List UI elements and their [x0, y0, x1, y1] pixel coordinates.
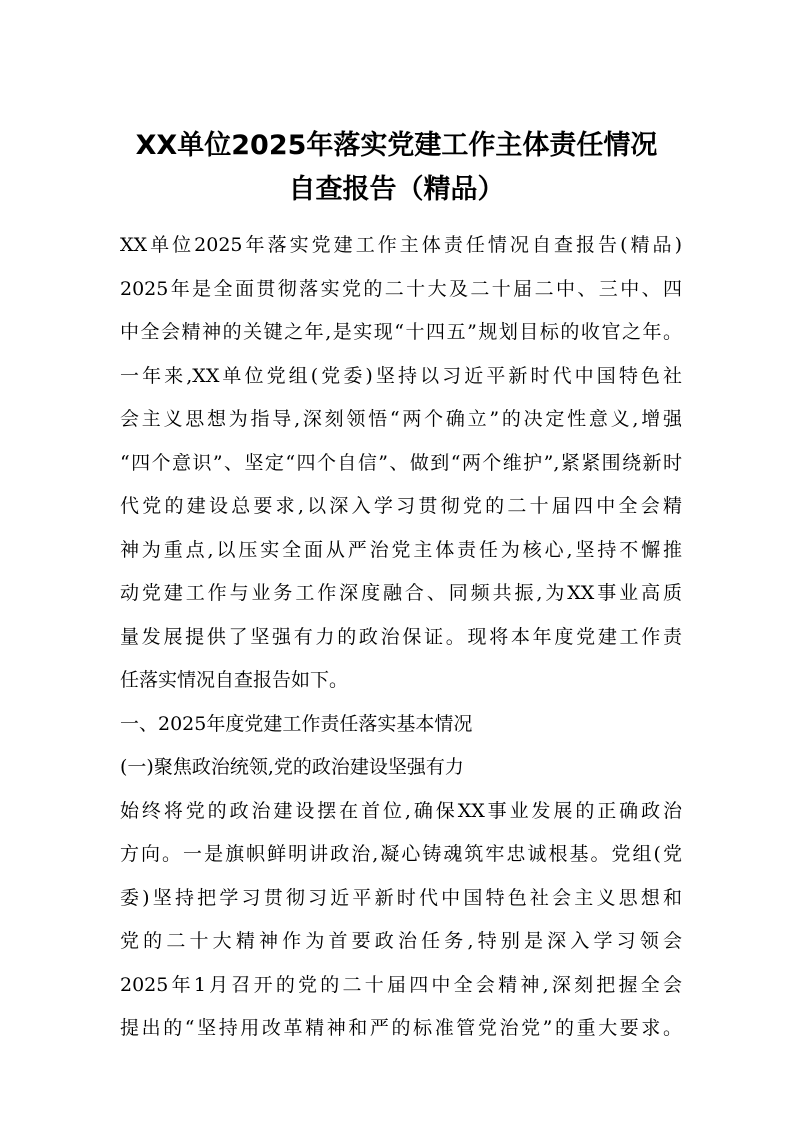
body-text-line: 任落实情况自查报告如下。 [120, 669, 349, 691]
body-text-line: 一年来,XX单位党组(党委)坚持以习近平新时代中国特色社 [120, 364, 682, 387]
body-text-line: XX单位2025年落实党建工作主体责任情况自查报告(精品) [120, 234, 682, 256]
body-text-line: 一、2025年度党建工作责任落实基本情况 [120, 712, 473, 735]
body-text-line: 提出的“坚持用改革精神和严的标准管党治党”的重大要求。 [120, 1017, 682, 1039]
body-text-line: 方向。一是旗帜鲜明讲政治,凝心铸魂筑牢忠诚根基。党组(党 [120, 843, 682, 865]
body-text-line: 始终将党的政治建设摆在首位,确保XX事业发展的正确政治 [120, 799, 682, 822]
body-text-line: 委)坚持把学习贯彻习近平新时代中国特色社会主义思想和 [120, 886, 682, 909]
body-text-line: 代党的建设总要求,以深入学习贯彻党的二十届四中全会精 [120, 495, 682, 517]
document-title-line-1: XX单位2025年落实党建工作主体责任情况 [135, 130, 658, 161]
body-text-line: 2025年1月召开的党的二十届四中全会精神,深刻把握全会 [120, 973, 682, 996]
body-text-line: (一)聚焦政治统领,党的政治建设坚强有力 [120, 756, 464, 778]
body-text-line: 党的二十大精神作为首要政治任务,特别是深入学习领会 [120, 930, 682, 952]
body-text-line: 动党建工作与业务工作深度融合、同频共振,为XX事业高质 [120, 582, 682, 604]
body-text-line: 神为重点,以压实全面从严治党主体责任为核心,坚持不懈推 [120, 538, 682, 561]
body-text-line: “四个意识”、坚定“四个自信”、做到“两个维护”,紧紧围绕新时 [120, 451, 682, 474]
body-text-line: 量发展提供了坚强有力的政治保证。现将本年度党建工作责 [120, 625, 682, 648]
body-text-line: 会主义思想为指导,深刻领悟“两个确立”的决定性意义,增强 [120, 408, 682, 430]
body-text-line: 2025年是全面贯彻落实党的二十大及二十届二中、三中、四 [120, 277, 682, 300]
document-body [120, 224, 682, 1051]
document-title-line-2: 自查报告（精品） [288, 174, 505, 205]
body-text-line: 中全会精神的关键之年,是实现“十四五”规划目标的收官之年。 [120, 321, 682, 343]
